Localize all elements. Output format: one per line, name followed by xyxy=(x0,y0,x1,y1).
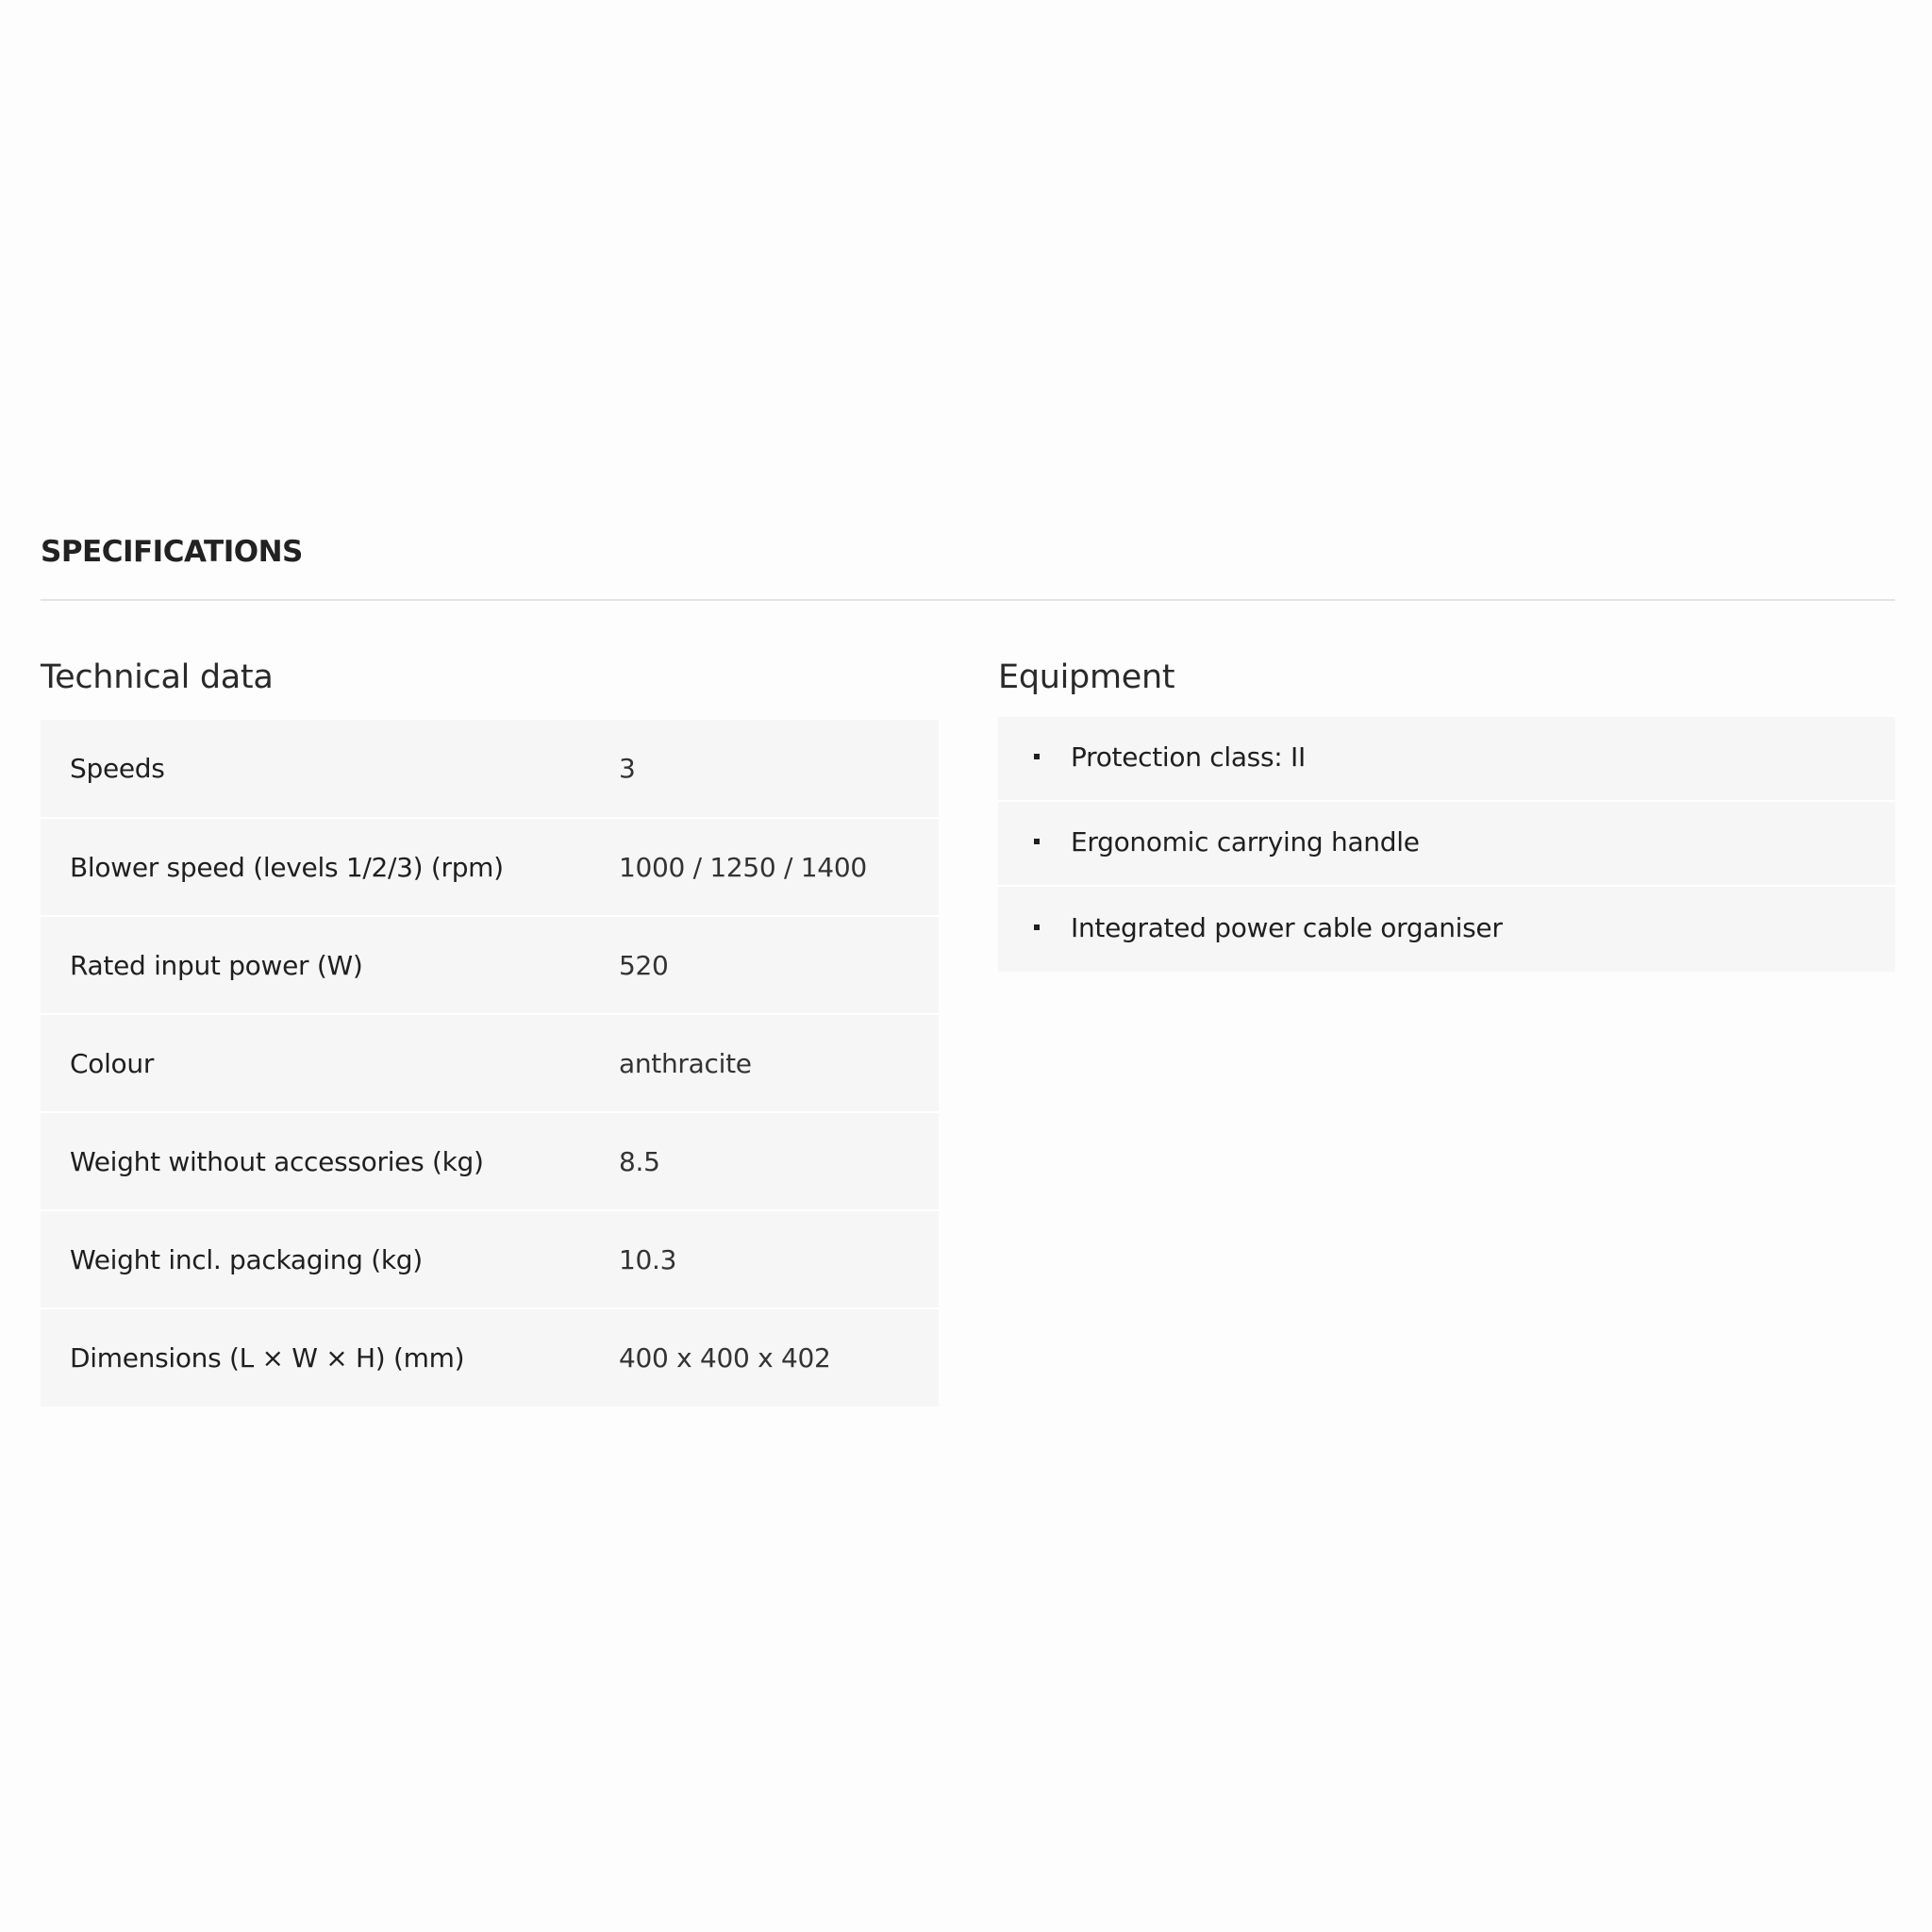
table-row xyxy=(41,1308,939,1407)
spec-value: 400 x 400 x 402 xyxy=(619,1342,831,1374)
list-item xyxy=(998,887,1895,972)
equipment-column xyxy=(998,649,1895,943)
spec-label: Weight without accessories (kg) xyxy=(70,1145,484,1177)
section-divider xyxy=(41,599,1895,601)
table-row xyxy=(41,720,939,818)
table-row xyxy=(41,1014,939,1112)
table-row xyxy=(41,916,939,1014)
bullet-icon xyxy=(1034,924,1040,930)
spec-label: Speeds xyxy=(70,753,165,784)
technical-data-table xyxy=(41,720,939,1407)
list-item xyxy=(998,717,1895,802)
spec-value: 10.3 xyxy=(619,1243,677,1275)
spec-label: Colour xyxy=(70,1047,155,1079)
spec-value: anthracite xyxy=(619,1047,752,1079)
equipment-item-label: Ergonomic carrying handle xyxy=(1071,825,1420,858)
technical-data-column xyxy=(41,649,939,1374)
bullet-icon xyxy=(1034,754,1040,759)
spec-value: 520 xyxy=(619,949,669,981)
spec-label: Weight incl. packaging (kg) xyxy=(70,1243,423,1275)
spec-value: 1000 / 1250 / 1400 xyxy=(619,851,867,883)
equipment-heading: Equipment xyxy=(998,658,1175,696)
list-item xyxy=(998,802,1895,887)
spec-value: 8.5 xyxy=(619,1145,660,1177)
technical-data-heading: Technical data xyxy=(41,658,274,696)
spec-label: Rated input power (W) xyxy=(70,949,363,981)
table-row xyxy=(41,1112,939,1210)
specifications-heading: SPECIFICATIONS xyxy=(41,535,303,569)
spec-label: Blower speed (levels 1/2/3) (rpm) xyxy=(70,851,504,883)
spec-value: 3 xyxy=(619,753,636,784)
equipment-item-label: Integrated power cable organiser xyxy=(1071,911,1503,943)
specifications-section xyxy=(41,528,1895,1374)
spec-label: Dimensions (L × W × H) (mm) xyxy=(70,1342,465,1374)
bullet-icon xyxy=(1034,839,1040,844)
equipment-list xyxy=(998,717,1895,972)
equipment-item-label: Protection class: II xyxy=(1071,741,1306,773)
table-row xyxy=(41,1210,939,1308)
table-row xyxy=(41,818,939,916)
